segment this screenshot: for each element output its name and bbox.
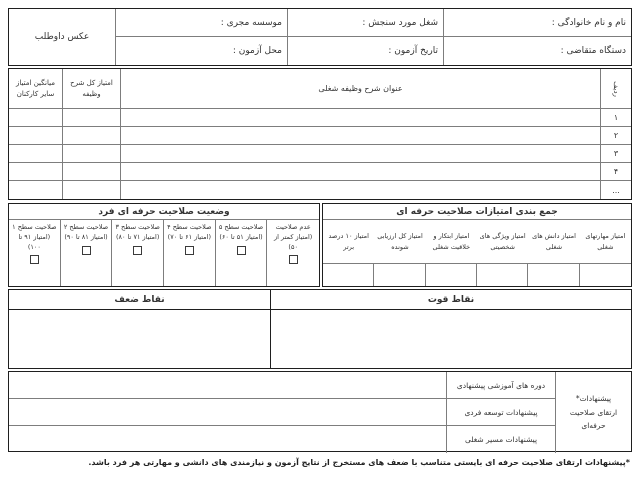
footnote: *پیشنهادات ارتقای صلاحیت حرفه ای بایستی متناسب با ضعف های مستخرج از نتایج آزمون و نیازمندی های دانشی و مهارتی هر فرد باشد. bbox=[88, 458, 630, 467]
status-option-label: صلاحیت سطح ۱ (امتیاز ۹۱ تا ۱۰۰) bbox=[12, 223, 57, 251]
candidate-photo-box bbox=[9, 9, 115, 65]
summary-value-cell bbox=[580, 264, 631, 286]
suggestions-group-line2: ارتقای صلاحیت bbox=[569, 407, 618, 417]
score-summary-title: جمع بندی امتیازات صلاحیت حرفه ای bbox=[323, 204, 631, 220]
strengths-header: نقاط قوت bbox=[271, 290, 631, 310]
career-path-cell bbox=[9, 426, 446, 453]
task-total-score-header: امتیاز کل شرح وظیفه bbox=[62, 69, 120, 109]
competency-level-checkbox[interactable] bbox=[133, 246, 142, 255]
strengths-content bbox=[271, 310, 631, 368]
row-number-header bbox=[600, 69, 631, 109]
task-title-cell bbox=[120, 163, 600, 181]
summary-col-skills: امتیاز مهارتهای شغلی bbox=[580, 220, 631, 264]
status-option-label: صلاحیت سطح ۳ (امتیاز ۷۱ تا ۸۰) bbox=[115, 223, 160, 241]
header-table bbox=[8, 8, 632, 66]
competency-status-title: وضعیت صلاحیت حرفه ای فرد bbox=[9, 204, 319, 220]
status-option-level3 bbox=[112, 220, 164, 286]
task-avg-cell bbox=[9, 181, 62, 199]
summary-col-top10: امتیاز ۱۰ درصد برتر bbox=[323, 220, 374, 264]
task-row-number: ۲ bbox=[600, 127, 631, 145]
task-avg-cell bbox=[9, 163, 62, 181]
avg-others-score-header: میانگین امتیاز سایر کارکنان bbox=[9, 69, 62, 109]
weaknesses-header: نقاط ضعف bbox=[9, 290, 270, 310]
task-score-cell bbox=[62, 181, 120, 199]
score-summary-headers bbox=[323, 220, 631, 264]
row-number-header-label: ردیف bbox=[612, 80, 621, 97]
competency-level-checkbox[interactable] bbox=[82, 246, 91, 255]
job-assessed-label: شغل مورد سنجش : bbox=[362, 17, 438, 28]
score-summary-values bbox=[323, 264, 631, 286]
status-option-level1 bbox=[9, 220, 61, 286]
suggested-courses-cell bbox=[9, 372, 446, 399]
summary-col-personality: امتیاز ویژگی های شخصیتی bbox=[477, 220, 528, 264]
candidate-photo-label: عکس داوطلب bbox=[34, 32, 90, 42]
weaknesses-column bbox=[9, 290, 271, 368]
status-option-level4 bbox=[164, 220, 216, 286]
task-row-number: ۱ bbox=[600, 109, 631, 127]
summary-value-cell bbox=[477, 264, 528, 286]
executing-institute-field bbox=[115, 9, 287, 37]
summary-col-total: امتیاز کل ارزیابی شونده bbox=[374, 220, 425, 264]
exam-date-field bbox=[287, 37, 443, 65]
task-score-cell bbox=[62, 145, 120, 163]
score-summary-table bbox=[322, 203, 632, 287]
summary-value-cell bbox=[528, 264, 579, 286]
exam-location-label: محل آزمون : bbox=[232, 46, 282, 56]
career-path-label: پیشنهادات مسیر شغلی bbox=[446, 426, 555, 453]
job-assessed-field bbox=[287, 9, 443, 37]
competency-status-options bbox=[9, 220, 319, 286]
suggestions-table bbox=[8, 371, 632, 452]
task-row-number: ... bbox=[600, 181, 631, 199]
middle-section bbox=[8, 203, 632, 287]
task-avg-cell bbox=[9, 109, 62, 127]
competency-level-checkbox[interactable] bbox=[30, 255, 39, 264]
task-title-cell bbox=[120, 127, 600, 145]
requesting-agency-field bbox=[443, 37, 631, 65]
suggestions-group-line3: حرفه‌ای bbox=[581, 421, 606, 431]
full-name-label: نام و نام خانوادگی : bbox=[551, 17, 626, 28]
task-title-cell bbox=[120, 181, 600, 199]
task-avg-cell bbox=[9, 145, 62, 163]
suggestions-group-line1: پیشنهادات* bbox=[575, 394, 612, 404]
summary-value-cell bbox=[426, 264, 477, 286]
task-avg-cell bbox=[9, 127, 62, 145]
competency-status-table bbox=[8, 203, 320, 287]
status-option-level5 bbox=[216, 220, 268, 286]
status-option-label: عدم صلاحیت (امتیاز کمتر از ۵۰) bbox=[274, 223, 313, 251]
suggested-courses-label: دوره های آموزشی پیشنهادی bbox=[446, 372, 555, 399]
status-option-level2 bbox=[61, 220, 113, 286]
executing-institute-label: موسسه مجری : bbox=[220, 17, 282, 28]
task-score-cell bbox=[62, 127, 120, 145]
weaknesses-content bbox=[9, 310, 270, 368]
full-name-field bbox=[443, 9, 631, 37]
status-option-label: صلاحیت سطح ۴ (امتیاز ۶۱ تا ۷۰) bbox=[167, 223, 212, 241]
tasks-table bbox=[8, 68, 632, 200]
suggestions-group-label bbox=[555, 372, 631, 453]
requesting-agency-label: دستگاه متقاضی : bbox=[560, 46, 626, 56]
task-title-header: عنوان شرح وظیفه شغلی bbox=[120, 69, 600, 109]
summary-col-knowledge: امتیاز دانش های شغلی bbox=[528, 220, 579, 264]
task-title-cell bbox=[120, 109, 600, 127]
competency-level-checkbox[interactable] bbox=[185, 246, 194, 255]
summary-value-cell bbox=[323, 264, 374, 286]
status-option-label: صلاحیت سطح ۵ (امتیاز ۵۱ تا ۶۰) bbox=[218, 223, 264, 241]
task-score-cell bbox=[62, 109, 120, 127]
personal-development-label: پیشنهادات توسعه فردی bbox=[446, 399, 555, 426]
summary-value-cell bbox=[374, 264, 425, 286]
exam-location-field bbox=[115, 37, 287, 65]
status-option-none bbox=[267, 220, 319, 286]
points-section bbox=[8, 289, 632, 369]
task-title-cell bbox=[120, 145, 600, 163]
summary-col-creativity: امتیاز ابتکار و خلاقیت شغلی bbox=[426, 220, 477, 264]
competency-level-checkbox[interactable] bbox=[289, 255, 298, 264]
competency-level-checkbox[interactable] bbox=[237, 246, 246, 255]
task-score-cell bbox=[62, 163, 120, 181]
exam-date-label: تاریخ آزمون : bbox=[388, 46, 438, 56]
assessment-form bbox=[8, 8, 632, 467]
personal-development-cell bbox=[9, 399, 446, 426]
status-option-label: صلاحیت سطح ۲ (امتیاز ۸۱ تا ۹۰) bbox=[63, 223, 109, 241]
task-row-number: ۴ bbox=[600, 163, 631, 181]
strengths-column bbox=[271, 290, 631, 368]
task-row-number: ۳ bbox=[600, 145, 631, 163]
